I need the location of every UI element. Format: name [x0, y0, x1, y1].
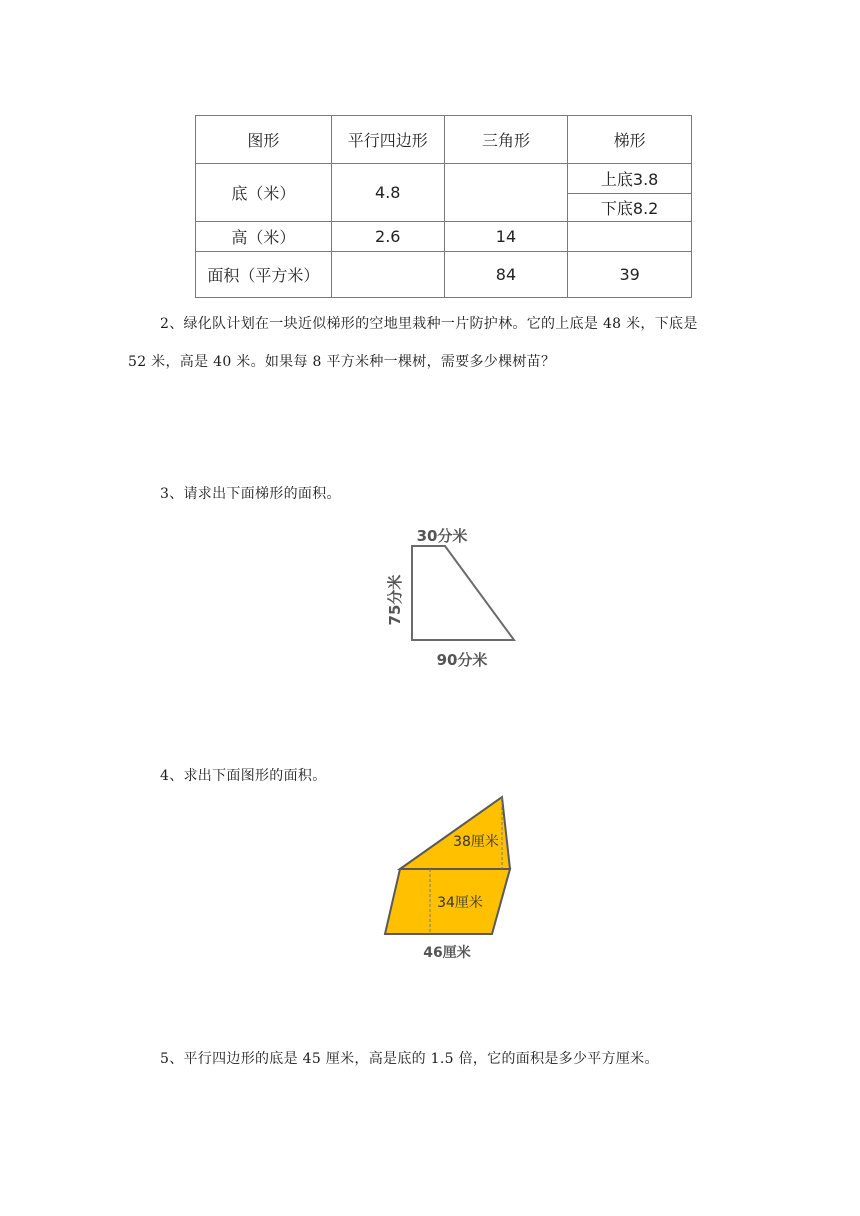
triangle-height-label: 38厘米 — [453, 834, 499, 850]
cell-height-trapezoid — [568, 222, 692, 252]
trapezoid-figure — [370, 520, 540, 675]
composite-figure — [375, 790, 525, 970]
cell-base-trapezoid-bottom: 下底8.2 — [568, 194, 692, 222]
table-row-area — [196, 252, 692, 298]
question-3: 3、请求出下面梯形的面积。 — [160, 486, 341, 502]
header-cell-trapezoid: 梯形 — [568, 116, 692, 164]
shape-data-table — [195, 115, 692, 298]
cell-area-parallelogram — [331, 252, 444, 298]
parallelogram-height-label: 34厘米 — [437, 895, 483, 911]
trapezoid-bottom-label: 90分米 — [436, 651, 488, 669]
question-4: 4、求出下面图形的面积。 — [160, 768, 327, 784]
composite-base-label: 46厘米 — [423, 945, 471, 961]
cell-area-trapezoid: 39 — [568, 252, 692, 298]
row-label-height: 高（米） — [196, 222, 332, 252]
cell-area-triangle: 84 — [444, 252, 568, 298]
table-row-height — [196, 222, 692, 252]
row-label-area: 面积（平方米） — [196, 252, 332, 298]
composite-triangle — [400, 797, 510, 869]
row-label-base: 底（米） — [196, 164, 332, 222]
table-header-row — [196, 116, 692, 164]
header-cell-parallelogram: 平行四边形 — [331, 116, 444, 164]
cell-base-parallelogram: 4.8 — [331, 164, 444, 222]
trapezoid-height-label: 75分米 — [386, 574, 404, 626]
question-2-line-2: 52 米，高是 40 米。如果每 8 平方米种一棵树，需要多少棵树苗？ — [128, 354, 556, 370]
cell-height-parallelogram: 2.6 — [331, 222, 444, 252]
trapezoid-top-label: 30分米 — [416, 527, 468, 545]
table-row-base — [196, 164, 692, 194]
cell-base-triangle — [444, 164, 568, 222]
question-2-line-1: 2、绿化队计划在一块近似梯形的空地里栽种一片防护林。它的上底是 48 米，下底是 — [160, 316, 698, 332]
header-cell-triangle: 三角形 — [444, 116, 568, 164]
question-5: 5、平行四边形的底是 45 厘米，高是底的 1.5 倍，它的面积是多少平方厘米。 — [160, 1051, 659, 1067]
cell-base-trapezoid-top: 上底3.8 — [568, 164, 692, 194]
trapezoid-shape — [412, 546, 514, 640]
cell-height-triangle: 14 — [444, 222, 568, 252]
header-cell-shape: 图形 — [196, 116, 332, 164]
